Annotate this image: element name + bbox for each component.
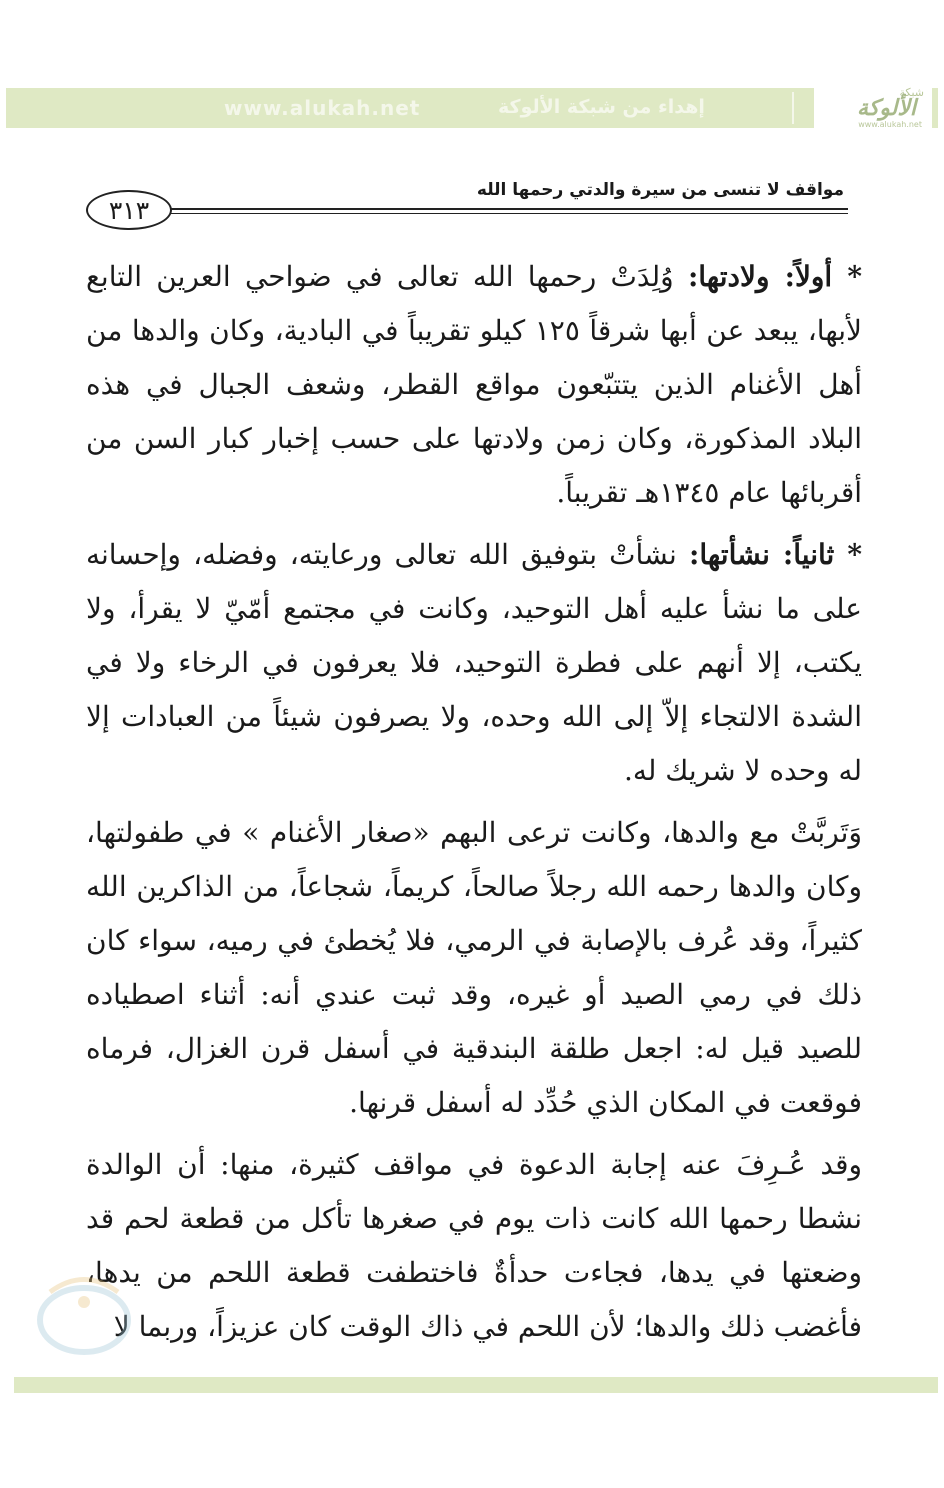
logo-main-text: الألوكة (857, 96, 916, 121)
paragraph-upbringing (86, 528, 862, 798)
watermark-logo (30, 1262, 138, 1362)
paragraph-upbringing-text: نشأتْ بتوفيق الله تعالى ورعايته، وفضله، وإحسانه على ما نشأ عليه أهل التوحيد، وكانت في مجتمع أمّيّ لا يقرأ، ولا يكتب، إلا أنهم على فطرة التوحيد، فلا يعرفون في الرخاء ولا في الشدة الالتجاء إلاّ إلى الله وحده، ولا يصرفون شيئاً من العبادات إلا له وحده لا شريك له. (86, 538, 862, 787)
logo-top-text: شبكة (899, 86, 924, 99)
paragraph-birth-text: وُلِدَتْ رحمها الله تعالى في ضواحي العرين التابع لأبها، يبعد عن أبها شرقاً ١٢٥ كيلو تقريباً في البادية، وكان والدها من أهل الأغنام الذين يتتبّعون مواقع القطر، وشعف الجبال في هذه البلاد المذكورة، وكان زمن ولادتها على حسب إخبار كبار السن من أقربائها عام ١٣٤٥هـ تقريباً. (86, 260, 862, 509)
section-heading-birth: * أولاً: ولادتها: (687, 260, 862, 293)
bottom-banner (14, 1377, 938, 1393)
paragraph-birth (86, 250, 862, 520)
section-heading-upbringing: * ثانياً: نشأتها: (689, 538, 862, 571)
banner-dedication: إهداء من شبكة الألوكة (498, 96, 705, 118)
page-number: ٣١٣ (108, 196, 150, 225)
banner-url: www.alukah.net (224, 96, 421, 120)
page-number-badge (86, 190, 172, 230)
paragraph-answered-prayer: وقد عُـرِفَ عنه إجابة الدعوة في مواقف كثيرة، منها: أن الوالدة نشطا رحمها الله كانت ذات يوم في صغرها تأكل من قطعة لحم قد وضعتها في يدها، فجاءت حدأةٌ فاختطفت قطعة اللحم من يدها، فأغضب ذلك والدها؛ لأن اللحم في ذاك الوقت كان عزيزاً، وربما لا (86, 1148, 862, 1343)
header-rule (165, 208, 848, 210)
running-title: مواقف لا تنسى من سيرة والدتي رحمها الله (476, 180, 844, 200)
page-body (86, 250, 862, 1362)
header-rule-thin (165, 213, 848, 214)
top-banner (6, 88, 938, 128)
banner-divider (792, 92, 794, 124)
logo-sub-text: www.alukah.net (858, 120, 922, 129)
paragraph-childhood: وَتَربَّتْ مع والدها، وكانت ترعى البهم «صغار الأغنام » في طفولتها، وكان والدها رحمه الله رجلاً صالحاً، كريماً، شجاعاً، من الذاكرين الله كثيراً، وقد عُرف بالإصابة في الرمي، فلا يُخطئ في رميه، سواء كان ذلك في رمي الصيد أو غيره، وقد ثبت عندي أنه: أثناء اصطياده للصيد قيل له: اجعل طلقة البندقية في أسفل قرن الغزال، فرماه فوقعت في المكان الذي حُدِّد له أسفل قرنها. (86, 816, 862, 1119)
alukah-logo (814, 88, 932, 132)
